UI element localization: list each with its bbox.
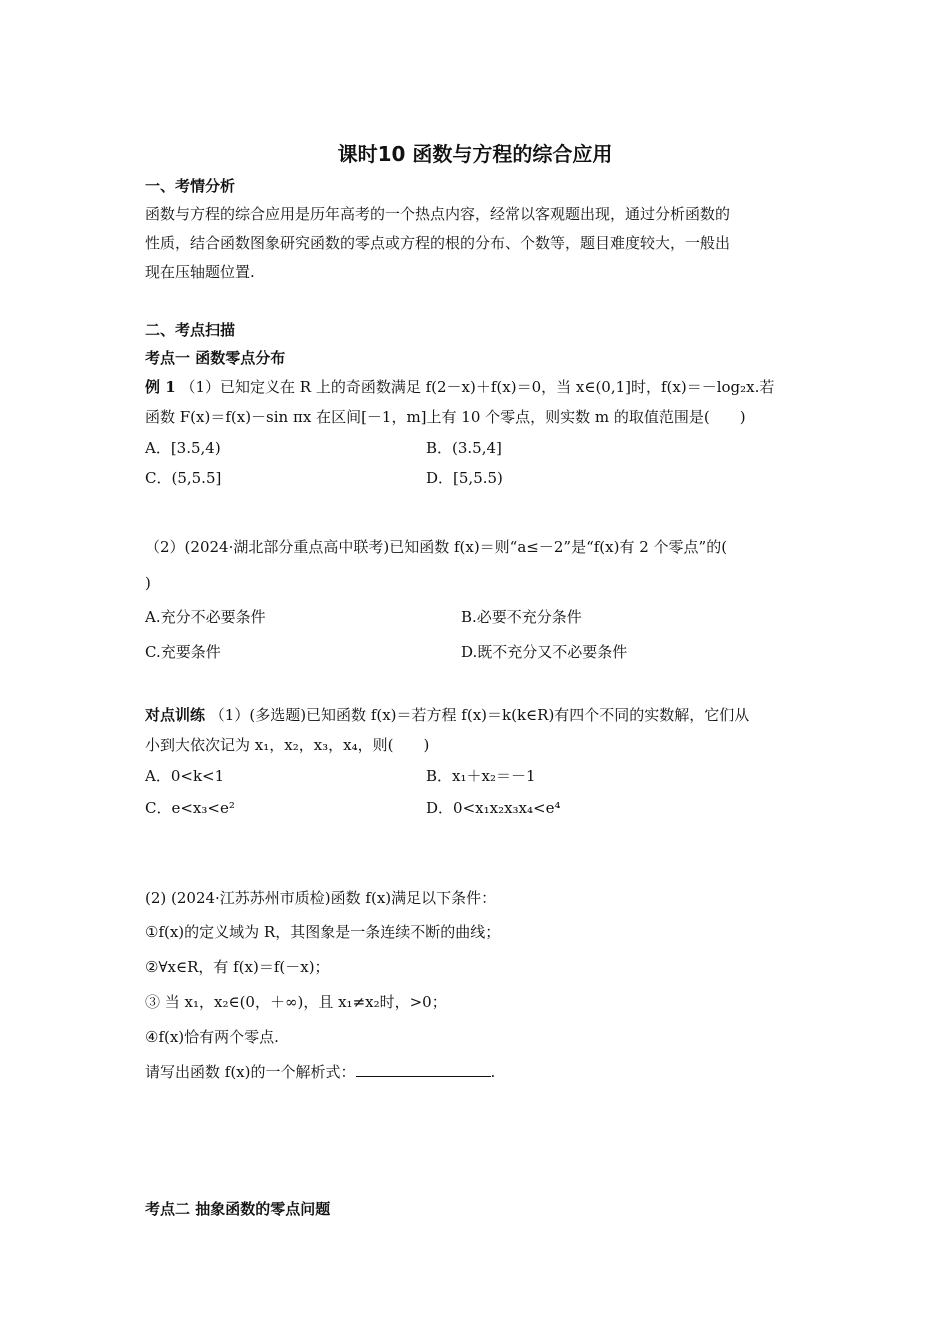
option-b: B．x₁＋x₂＝－1 <box>426 767 536 785</box>
option-b: B．(3.5,4] <box>426 439 502 457</box>
condition-2: ②∀x∈R，有 f(x)＝f(－x)； <box>145 958 330 976</box>
answer-prompt-text: 请写出函数 f(x)的一个解析式： <box>145 1063 356 1081</box>
example-2-line-2: ) <box>145 574 151 592</box>
training-line-1 <box>145 705 749 725</box>
paragraph-line: 性质，结合函数图象研究函数的零点或方程的根的分布、个数等，题目难度较大，一般出 <box>145 234 731 252</box>
option-a: A．0<k<1 <box>145 767 225 785</box>
section-heading-scan: 二、考点扫描 <box>145 321 236 339</box>
example-1-line-2: 函数 F(x)＝f(x)－sin πx 在区间[－1，m]上有 10 个零点，则实数 m 的取值范围是( ) <box>145 408 746 426</box>
section-heading-analysis: 一、考情分析 <box>145 177 236 195</box>
training-text: （1）(多选题)已知函数 f(x)＝若方程 f(x)＝k(k∈R)有四个不同的实数解，它们从 <box>209 706 750 724</box>
answer-blank[interactable] <box>356 1062 491 1077</box>
option-d: D.既不充分又不必要条件 <box>461 643 628 661</box>
example-label: 例 1 <box>145 378 176 396</box>
condition-4: ④f(x)恰有两个零点. <box>145 1028 279 1046</box>
topic-heading-1: 考点一 函数零点分布 <box>145 349 286 367</box>
example-text: （1）已知定义在 R 上的奇函数满足 f(2－x)＋f(x)＝0，当 x∈(0,1]时，f(x)＝－log₂x.若 <box>180 378 775 396</box>
answer-end: . <box>490 1063 496 1081</box>
topic-heading-2: 考点二 抽象函数的零点问题 <box>145 1200 331 1218</box>
option-c: C．(5,5.5] <box>145 469 222 487</box>
paragraph-line: 函数与方程的综合应用是历年高考的一个热点内容，经常以客观题出现，通过分析函数的 <box>145 205 731 223</box>
option-a: A．[3.5,4) <box>145 439 221 457</box>
option-d: D．[5,5.5) <box>426 469 503 487</box>
option-d: D．0<x₁x₂x₃x₄<e⁴ <box>426 799 561 817</box>
condition-3: ③ 当 x₁，x₂∈(0，＋∞)，且 x₁≠x₂时，>0； <box>145 993 447 1011</box>
option-a: A.充分不必要条件 <box>145 608 266 626</box>
option-c: C.充要条件 <box>145 643 221 661</box>
page-title: 课时10 函数与方程的综合应用 <box>337 142 613 166</box>
example-2-line-1: （2）(2024·湖北部分重点高中联考)已知函数 f(x)＝则“a≤－2”是“f(x)有 2 个零点”的( <box>145 538 728 556</box>
training-line-2: 小到大依次记为 x₁，x₂，x₃，x₄，则( ) <box>145 736 430 754</box>
option-b: B.必要不充分条件 <box>461 608 582 626</box>
training-label: 对点训练 <box>145 706 206 724</box>
option-c: C．e<x₃<e² <box>145 799 235 817</box>
condition-1: ①f(x)的定义域为 R，其图象是一条连续不断的曲线； <box>145 923 501 941</box>
paragraph-line: 现在压轴题位置. <box>145 263 255 281</box>
example-1-line-1 <box>145 377 774 397</box>
answer-prompt <box>145 1062 495 1082</box>
question-2-line: (2) (2024·江苏苏州市质检)函数 f(x)满足以下条件： <box>145 889 497 907</box>
